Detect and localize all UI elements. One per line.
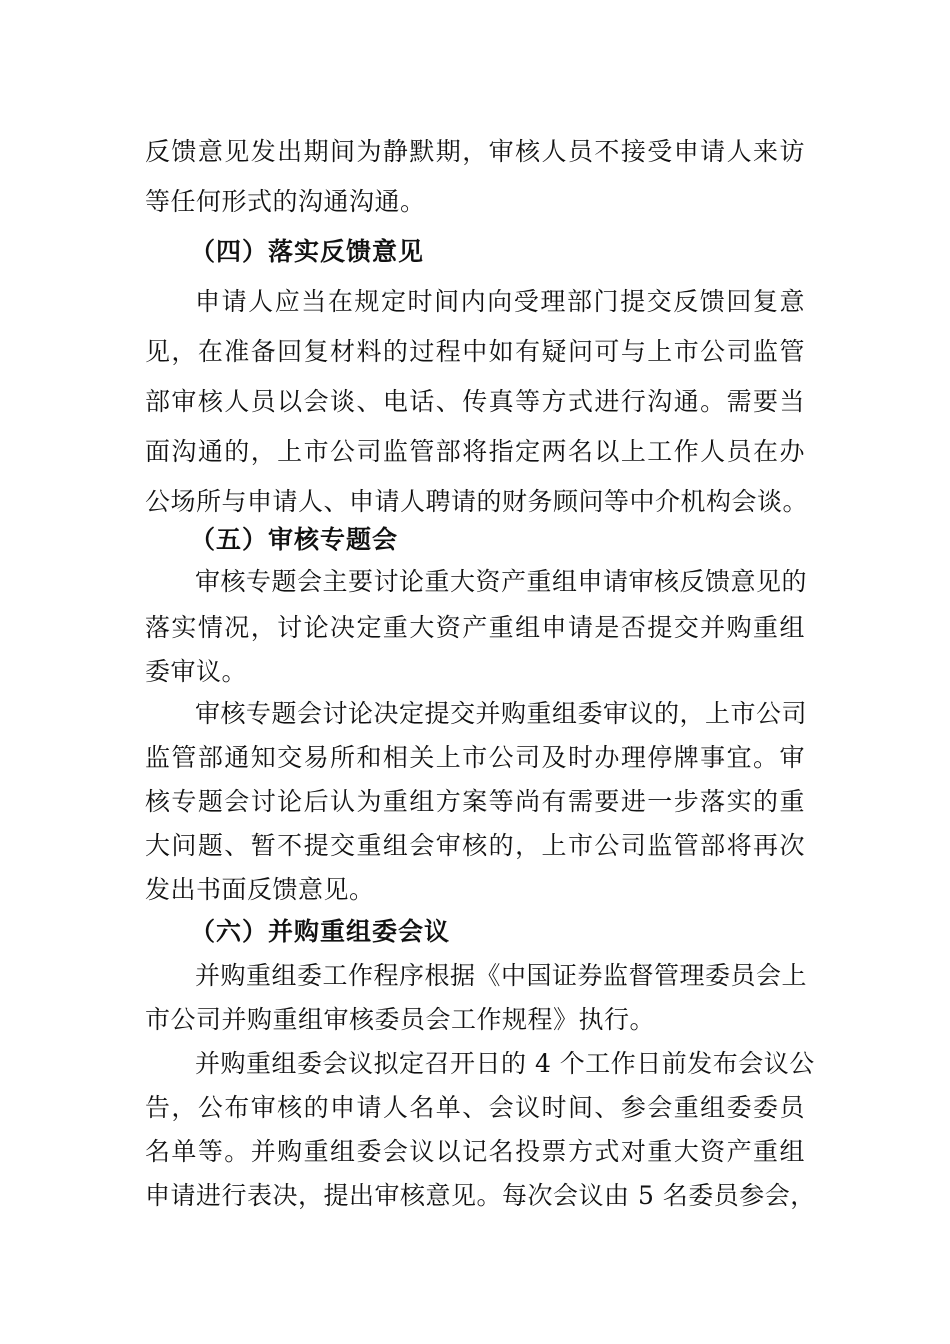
paragraph-line: 见，在准备回复材料的过程中如有疑问可与上市公司监管 [145,337,805,366]
paragraph-line: 发出书面反馈意见。 [145,875,375,904]
paragraph-line: 并购重组委工作程序根据《中国证券监督管理委员会上 [195,961,808,990]
paragraph-line: 告，公布审核的申请人名单、会议时间、参会重组委委员 [145,1093,805,1122]
paragraph-line: 核专题会讨论后认为重组方案等尚有需要进一步落实的重 [145,787,805,816]
paragraph-line: 委审议。 [145,657,248,686]
paragraph-line: 名单等。并购重组委会议以记名投票方式对重大资产重组 [145,1137,805,1166]
paragraph-line: 面沟通的，上市公司监管部将指定两名以上工作人员在办 [145,437,805,466]
paragraph-line: 申请进行表决，提出审核意见。每次会议由 5 名委员参会， [145,1181,816,1210]
paragraph-line: 落实情况，讨论决定重大资产重组申请是否提交并购重组 [145,613,805,642]
paragraph-line: 监管部通知交易所和相关上市公司及时办理停牌事宜。审 [145,743,805,772]
section-heading-4: （四）落实反馈意见 [190,237,425,266]
paragraph-line: 申请人应当在规定时间内向受理部门提交反馈回复意 [195,287,805,316]
paragraph-line: 部审核人员以会谈、电话、传真等方式进行沟通。需要当 [145,387,805,416]
section-heading-6: （六）并购重组委会议 [190,917,451,946]
paragraph-line: 并购重组委会议拟定召开日的 4 个工作日前发布会议公 [195,1049,815,1078]
paragraph-line: 反馈意见发出期间为静默期，审核人员不接受申请人来访 [145,137,805,166]
paragraph-line: 公场所与申请人、申请人聘请的财务顾问等中介机构会谈。 [145,487,809,516]
paragraph-line: 市公司并购重组审核委员会工作规程》执行。 [145,1005,656,1034]
paragraph-line: 审核专题会讨论决定提交并购重组委审议的，上市公司 [195,699,808,728]
paragraph-line: 等任何形式的沟通沟通。 [145,187,426,216]
paragraph-line: 大问题、暂不提交重组会审核的，上市公司监管部将再次 [145,831,805,860]
paragraph-line: 审核专题会主要讨论重大资产重组申请审核反馈意见的 [195,567,808,596]
section-heading-5: （五）审核专题会 [190,525,399,554]
